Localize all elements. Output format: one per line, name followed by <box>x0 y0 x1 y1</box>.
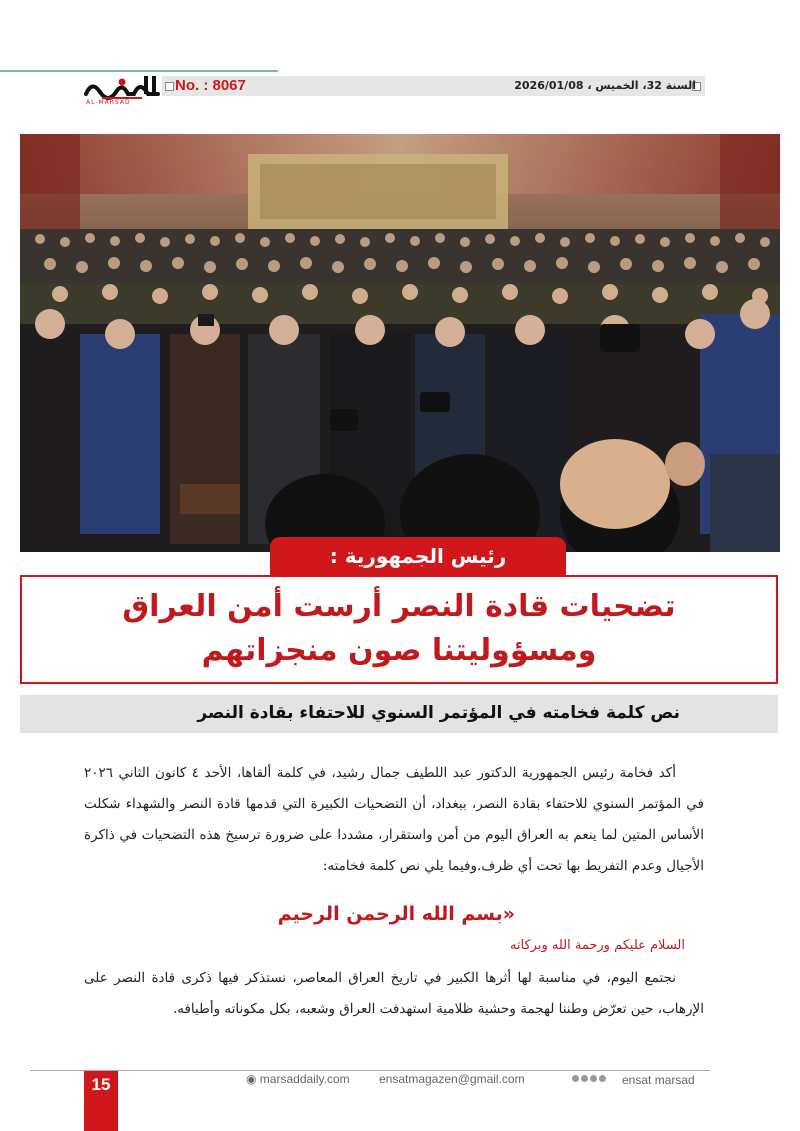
speech-paragraph: نجتمع اليوم، في مناسبة لها أثرها الكبير في تاريخ العراق المعاصر، نستذكر فيها ذكرى قادة النصر على الإرهاب، حين تعرّض وطننا لهجمة وحشية ظلامية استهدفت العراق وشعبه، بكل مكوناته وأطيافه. <box>84 970 704 1017</box>
article-subheadline: نص كلمة فخامته في المؤتمر السنوي للاحتفاء بقادة النصر <box>197 703 680 723</box>
intro-paragraph: أكد فخامة رئيس الجمهورية الدكتور عبد اللطيف جمال رشيد، في كلمة ألقاها، الأحد ٤ كانون الثاني ٢٠٢٦ في المؤتمر السنوي للاحتفاء بقادة النصر، ببغداد، أن التضحيات الكبيرة التي قدمها قادة النصر والشهداء شكلت الأساس المتين لما ينعم به العراق اليوم من أمن واستقرار، مشددا على ضرورة ترسيخ هذه التضحيات في ذاكرة الأجيال وعدم التفريط بها تحت أي ظرف.وفيما يلي نص كلمة فخامته: <box>84 765 704 874</box>
ceremony-photo <box>20 134 780 552</box>
page-number: 15 <box>91 1075 111 1094</box>
headline-line-2: ومسؤوليتنا صون منجزاتهم <box>201 633 597 668</box>
headline-line-1: تضحيات قادة النصر أرست أمن العراق <box>122 589 676 624</box>
facebook-icon[interactable] <box>572 1075 579 1082</box>
speech-body <box>84 963 704 1025</box>
basmala-heading: «بسم الله الرحمن الرحيم <box>277 903 515 925</box>
social-handle: ensat marsad <box>622 1073 695 1087</box>
instagram-icon[interactable] <box>590 1075 597 1082</box>
bullet-icon <box>165 82 174 91</box>
footer-rule <box>30 1070 710 1071</box>
twitter-icon[interactable] <box>581 1075 588 1082</box>
youtube-icon[interactable] <box>599 1075 606 1082</box>
article-kicker: رئيس الجمهورية : <box>270 537 566 575</box>
issue-number: No. : 8067 <box>175 77 246 94</box>
social-icons <box>572 1075 606 1082</box>
article-intro <box>84 758 704 882</box>
issue-date: السنة 32، الخميس ، 2026/01/08 <box>514 79 696 92</box>
website-link[interactable]: ◉ marsaddaily.com <box>246 1072 350 1086</box>
logo-subtitle: AL-MARSAD <box>86 99 131 106</box>
top-decorative-rule <box>0 70 278 72</box>
article-headline <box>20 585 778 673</box>
email-link[interactable]: ensatmagazen@gmail.com <box>379 1072 525 1086</box>
greeting-line: السلام عليكم ورحمة الله وبركاته <box>509 938 685 953</box>
